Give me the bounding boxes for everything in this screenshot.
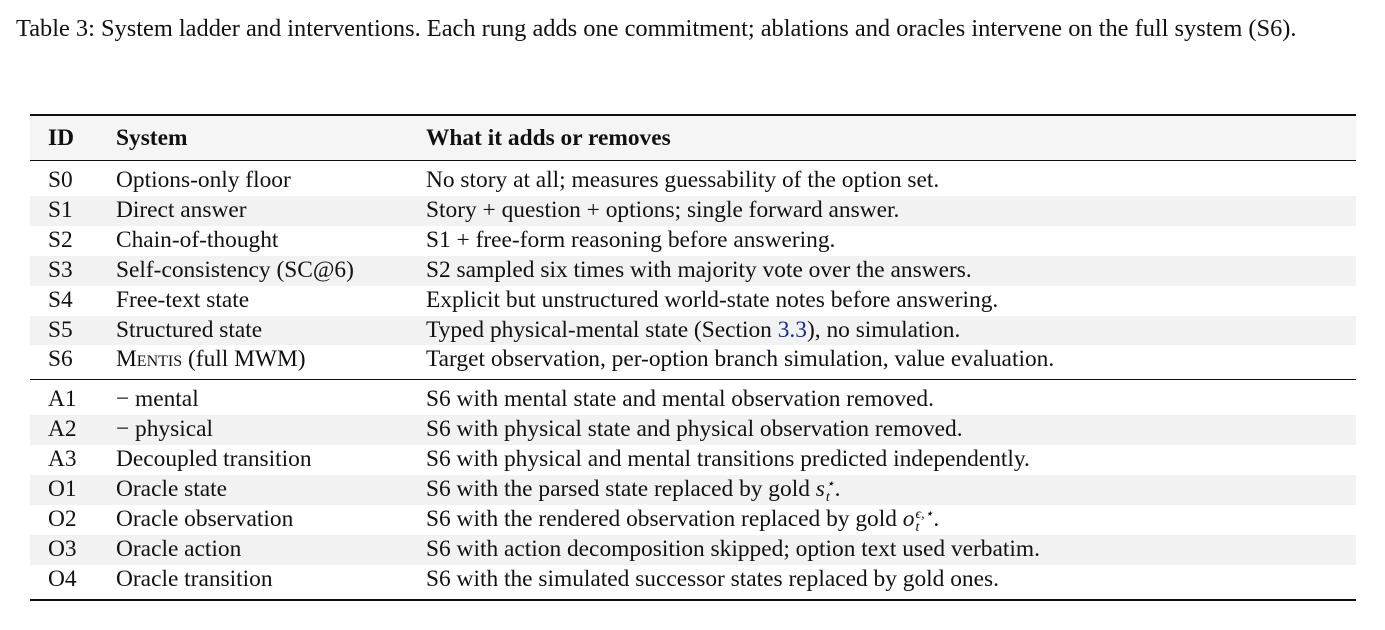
table-caption: Table 3: System ladder and interventions. Each rung adds one commitment; ablations and oracles intervene on the full system (S6). <box>16 15 1297 42</box>
row-system: Chain-of-thought <box>116 226 279 253</box>
row-id: S5 <box>30 316 116 346</box>
row-id: O3 <box>30 535 116 565</box>
row-description: S2 sampled six times with majority vote over the answers. <box>426 256 1356 286</box>
table-row <box>30 256 1356 286</box>
header-system: System <box>116 115 426 161</box>
math-base: o <box>902 505 915 532</box>
row-system: Oracle observation <box>116 505 294 532</box>
table-row <box>30 316 1356 346</box>
table-row <box>30 161 1356 196</box>
header-id: ID <box>30 115 116 161</box>
row-id: S6 <box>48 346 73 373</box>
row-id: S4 <box>48 286 73 313</box>
system-ladder-table <box>30 114 1356 601</box>
table-header-row <box>30 115 1356 161</box>
table-row <box>30 535 1356 565</box>
row-system: Self-consistency (SC@6) <box>116 256 426 286</box>
math-symbol <box>902 505 934 535</box>
row-system: − physical <box>116 415 426 445</box>
row-description <box>426 316 1356 346</box>
row-id: A2 <box>30 415 116 445</box>
row-system: Oracle state <box>116 475 426 505</box>
row-system: Structured state <box>116 316 426 346</box>
row-description: Story + question + options; single forward answer. <box>426 196 1356 226</box>
description-text: Typed physical-mental state (Section <box>426 316 778 343</box>
math-subscript: t <box>915 519 920 535</box>
row-id: A3 <box>48 446 77 473</box>
row-system: Decoupled transition <box>116 446 312 473</box>
section-link[interactable]: 3.3 <box>777 316 807 343</box>
system-name-suffix: (full MWM) <box>182 346 306 373</box>
math-symbol <box>815 476 835 505</box>
table-row <box>30 445 1356 475</box>
description-text: S6 with the parsed state replaced by gold <box>426 476 816 503</box>
row-description <box>426 475 1356 505</box>
table-row <box>30 286 1356 316</box>
table-row <box>30 565 1356 600</box>
row-description: S6 with action decomposition skipped; option text used verbatim. <box>426 535 1356 565</box>
row-id: O1 <box>30 475 116 505</box>
table-row <box>30 380 1356 415</box>
row-system <box>116 345 426 379</box>
table-row <box>30 345 1356 379</box>
table-row <box>30 505 1356 535</box>
row-id: S2 <box>48 226 73 253</box>
row-description: S6 with mental state and mental observation removed. <box>426 386 934 413</box>
row-system: Oracle transition <box>116 565 273 592</box>
table-row <box>30 226 1356 256</box>
header-adds: What it adds or removes <box>426 115 1356 161</box>
description-text: ), no simulation. <box>806 316 961 343</box>
description-text: S6 with the rendered observation replaced by gold <box>426 505 903 532</box>
row-id: O2 <box>48 505 77 532</box>
row-system: − mental <box>116 386 199 413</box>
math-base: s <box>815 476 825 503</box>
row-description: S6 with physical state and physical observation removed. <box>426 415 1356 445</box>
math-superscript: ⋆ <box>825 476 835 492</box>
table-row <box>30 475 1356 505</box>
row-description: Explicit but unstructured world-state notes before answering. <box>426 286 999 313</box>
row-description: S1 + free-form reasoning before answering. <box>426 226 836 253</box>
row-system: Oracle action <box>116 535 426 565</box>
row-description: S6 with physical and mental transitions predicted independently. <box>426 446 1030 473</box>
system-name-smallcaps: Mentis <box>116 346 183 373</box>
table-row <box>30 415 1356 445</box>
row-id: S3 <box>30 256 116 286</box>
description-text: . <box>933 505 940 532</box>
row-description: Target observation, per-option branch simulation, value evaluation. <box>426 346 1055 373</box>
row-id: A1 <box>48 386 77 413</box>
row-system: Free-text state <box>116 286 250 313</box>
row-description: S6 with the simulated successor states replaced by gold ones. <box>426 565 999 592</box>
table-row <box>30 196 1356 226</box>
math-subscript: t <box>825 489 830 505</box>
description-text: . <box>834 476 841 503</box>
row-id: S1 <box>30 196 116 226</box>
row-id: S0 <box>48 167 73 193</box>
row-description: No story at all; measures guessability of the option set. <box>426 167 940 193</box>
row-description <box>426 505 1356 535</box>
row-system: Options-only floor <box>116 167 291 193</box>
row-system: Direct answer <box>116 196 426 226</box>
math-superscript: ϵ,⋆ <box>915 506 934 522</box>
row-id: O4 <box>48 565 77 592</box>
